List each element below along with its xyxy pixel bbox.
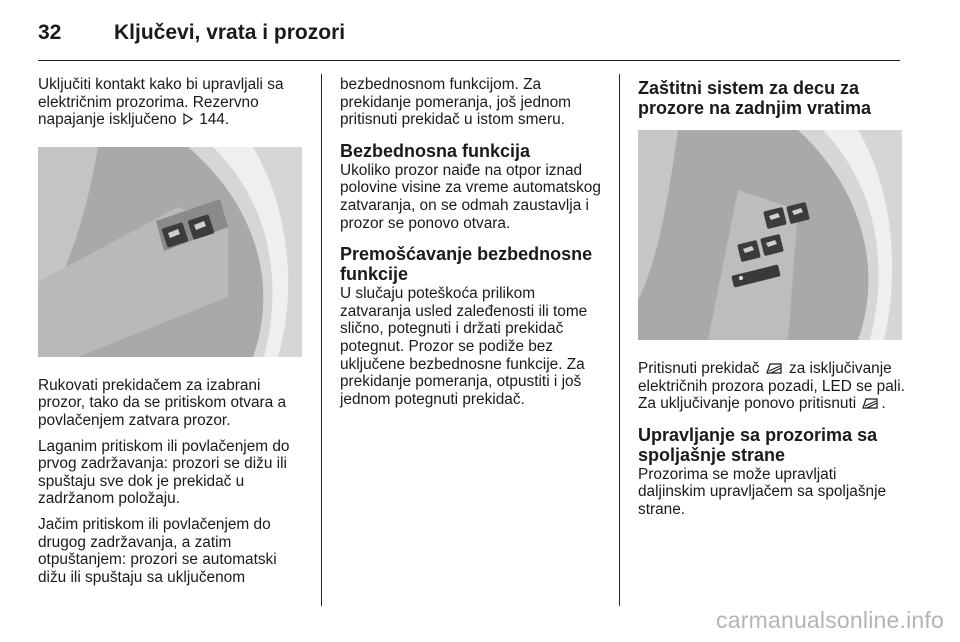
paragraph-safety-function: Ukoliko prozor naiđe na otpor iznad polovine visine za vreme automatskog zatvaranja, on se odmah zaustavlja i prozor se ponovo otvara. [340, 161, 601, 232]
paragraph-2: Laganim pritiskom ili povlačenjem do prvog zadržavanja: prozori se dižu ili spuštaju sve dok je prekidač u zadržanom položaju. [38, 437, 290, 508]
watermark: carmanualsonline.info [716, 607, 944, 633]
page-header [38, 16, 345, 50]
heading-override-safety: Premošćavanje bezbednosne funkcije [340, 244, 593, 285]
paragraph-continued: bezbednosnom funkcijom. Za prekidanje pomeranja, još jednom pritisnuti prekidač u istom smeru. [340, 76, 571, 129]
header-rule [38, 60, 900, 61]
column-3 [638, 76, 908, 527]
intro-paragraph: Uključiti kontakt kako bi upravljali sa električnim prozorima. Rezervno napajanje isključeno 144. [38, 76, 284, 129]
reference-triangle-icon [183, 113, 193, 125]
paragraph-1: Rukovati prekidačem za izabrani prozor, tako da se pritiskom otvara a povlačenjem zatvara prozor. [38, 376, 287, 429]
heading-exterior-control: Upravljanje sa prozorima sa spoljašnje strane [638, 424, 878, 465]
column-1 [38, 76, 308, 594]
column-2 [340, 76, 610, 416]
paragraph-exterior-control: Prozorima se može upravljati daljinskim upravljačem sa spoljašnje strane. [638, 465, 887, 518]
paragraph-3: Jačim pritiskom ili povlačenjem do drugog zadržavanja, a zatim otpuštanjem: prozori se automatski dižu ili spuštaju sa uključenom [38, 515, 277, 586]
rear-window-child-lock-photo [638, 130, 902, 340]
paragraph-override-safety: U slučaju poteškoća prilikom zatvaranja usled zaleđenosti ili tome slično, potegnuti i držati prekidač potegnut. Prozor se podiže bez uključene bezbednosne funkcije. Za prekidanje pomeranja, otpustiti i još jednom potegnuti prekidač. [340, 285, 588, 408]
window-lock-icon [766, 361, 783, 375]
page-title: Ključevi, vrata i prozori [114, 21, 346, 44]
window-lock-icon [862, 396, 879, 410]
column-divider-2 [619, 74, 620, 606]
page-number: 32 [38, 21, 62, 44]
heading-child-lock: Zaštitni sistem za decu za prozore na zadnjim vratima [638, 78, 872, 118]
page-reference-link[interactable]: 144. [199, 111, 230, 129]
heading-safety-function: Bezbednosna funkcija [340, 140, 531, 161]
column-divider-1 [321, 74, 322, 606]
paragraph-child-lock: Pritisnuti prekidač za isključivanje električnih prozora pozadi, LED se pali. Za uključivanje ponovo pritisnuti . [638, 360, 905, 413]
front-door-window-switch-photo [38, 147, 302, 357]
